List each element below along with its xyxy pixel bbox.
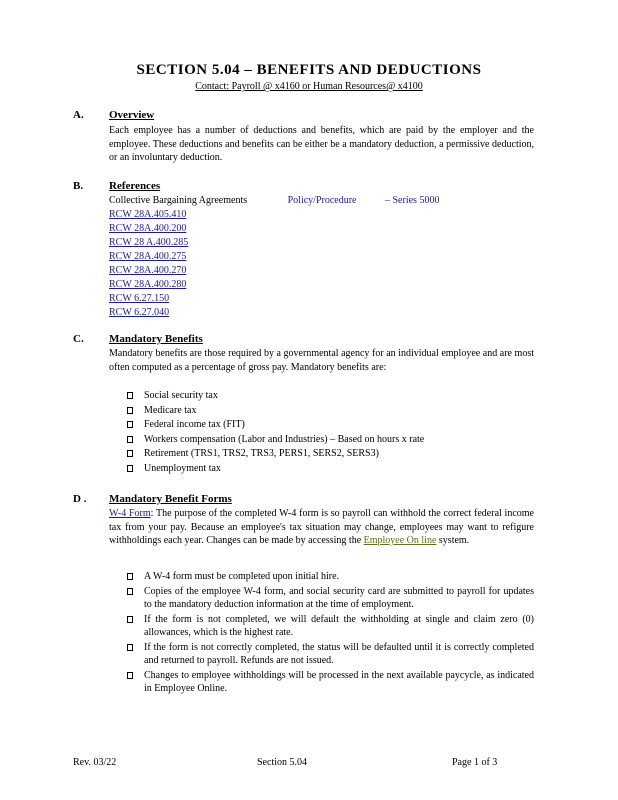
contact-line: Contact: Payroll @ x4160 or Human Resources@ x4100: [195, 81, 423, 92]
list-item: If the form is not completed, we will default the withholding at single and claim zero (0) allowances, which is the highest rate.: [127, 613, 534, 640]
policy-reference-link[interactable]: Policy/Procedure: [287, 195, 357, 206]
checkbox-bullet-icon: [127, 436, 133, 443]
checkbox-bullet-icon: [127, 588, 133, 595]
footer-page-number: Page 1 of 3: [452, 757, 498, 768]
rcw-link[interactable]: RCW 28A.400.280: [109, 279, 187, 290]
section-d-text: [109, 507, 534, 548]
list-item: Changes to employee withholdings will be processed in the next available paycycle, as indicated in Employee Online.: [127, 669, 534, 696]
references-first-line: [109, 194, 439, 208]
checkbox-bullet-icon: [127, 672, 133, 679]
employee-online-link[interactable]: Employee On line: [363, 535, 437, 546]
section-a-text: Each employee has a number of deductions and benefits, which are paid by the employer and the employee. These deductions and benefits can be either be a mandatory deduction, a permissive deduction, or an involuntary deduction.: [109, 125, 534, 163]
checkbox-bullet-icon: [127, 407, 133, 414]
section-b-heading: References: [109, 180, 161, 192]
checkbox-bullet-icon: [127, 392, 133, 399]
footer-revision: Rev. 03/22: [73, 757, 117, 768]
list-item: Unemployment tax: [127, 462, 534, 476]
rcw-link[interactable]: RCW 28A.400.270: [109, 265, 187, 276]
list-item: Copies of the employee W-4 form, and social security card are submitted to payroll for updates to the mandatory deduction information at the time of employment.: [127, 585, 534, 612]
rcw-link[interactable]: RCW 6.27.150: [109, 293, 170, 304]
section-a-letter: A.: [73, 109, 84, 121]
list-item: Social security tax: [127, 389, 534, 403]
references-list: [109, 194, 439, 320]
checkbox-bullet-icon: [127, 465, 133, 472]
rcw-link[interactable]: RCW 28A.400.275: [109, 251, 187, 262]
mandatory-benefits-list: [127, 389, 534, 476]
section-a-heading: Overview: [109, 109, 155, 121]
list-item: If the form is not correctly completed, the status will be defaulted until it is correctly completed and returned to payroll. Refunds are not issued.: [127, 641, 534, 668]
section-c-heading: Mandatory Benefits: [109, 333, 203, 345]
list-item: Retirement (TRS1, TRS2, TRS3, PERS1, SERS2, SERS3): [127, 447, 534, 461]
page-title: SECTION 5.04 – BENEFITS AND DEDUCTIONS: [136, 62, 482, 78]
w4-requirements-list: [127, 570, 534, 697]
list-item: Federal income tax (FIT): [127, 418, 534, 432]
section-b-letter: B.: [73, 180, 84, 192]
section-c-text: Mandatory benefits are those required by a governmental agency for an individual employee and are most often computed as a percentage of gross pay. Mandatory benefits are:: [109, 348, 534, 373]
w4-form-link[interactable]: W-4 Form: [109, 508, 151, 519]
rcw-link[interactable]: RCW 28 A.400.285: [109, 237, 189, 248]
cba-reference: Collective Bargaining Agreements: [109, 195, 248, 206]
rcw-link[interactable]: RCW 28A.400.200: [109, 223, 187, 234]
section-c-letter: C.: [73, 333, 84, 345]
section-d-text-a: : The purpose of the completed W-4 form is so payroll can withhold the correct federal income tax from your pay. Because an employee's tax situation may change, employees may want to refigure withholdings each year. Changes can be made by accessing the: [109, 508, 534, 546]
checkbox-bullet-icon: [127, 616, 133, 623]
section-d-heading: Mandatory Benefit Forms: [109, 493, 232, 505]
section-d-letter: D .: [73, 493, 87, 505]
rcw-link[interactable]: RCW 6.27.040: [109, 307, 170, 318]
checkbox-bullet-icon: [127, 573, 133, 580]
checkbox-bullet-icon: [127, 421, 133, 428]
list-item: Workers compensation (Labor and Industries) – Based on hours x rate: [127, 433, 534, 447]
section-d-text-b: system.: [438, 535, 470, 546]
checkbox-bullet-icon: [127, 644, 133, 651]
list-item: Medicare tax: [127, 404, 534, 418]
checkbox-bullet-icon: [127, 450, 133, 457]
footer-section: Section 5.04: [257, 757, 307, 768]
list-item: A W-4 form must be completed upon initial hire.: [127, 570, 534, 584]
series-reference: – Series 5000: [385, 195, 440, 206]
rcw-link[interactable]: RCW 28A.405.410: [109, 209, 187, 220]
